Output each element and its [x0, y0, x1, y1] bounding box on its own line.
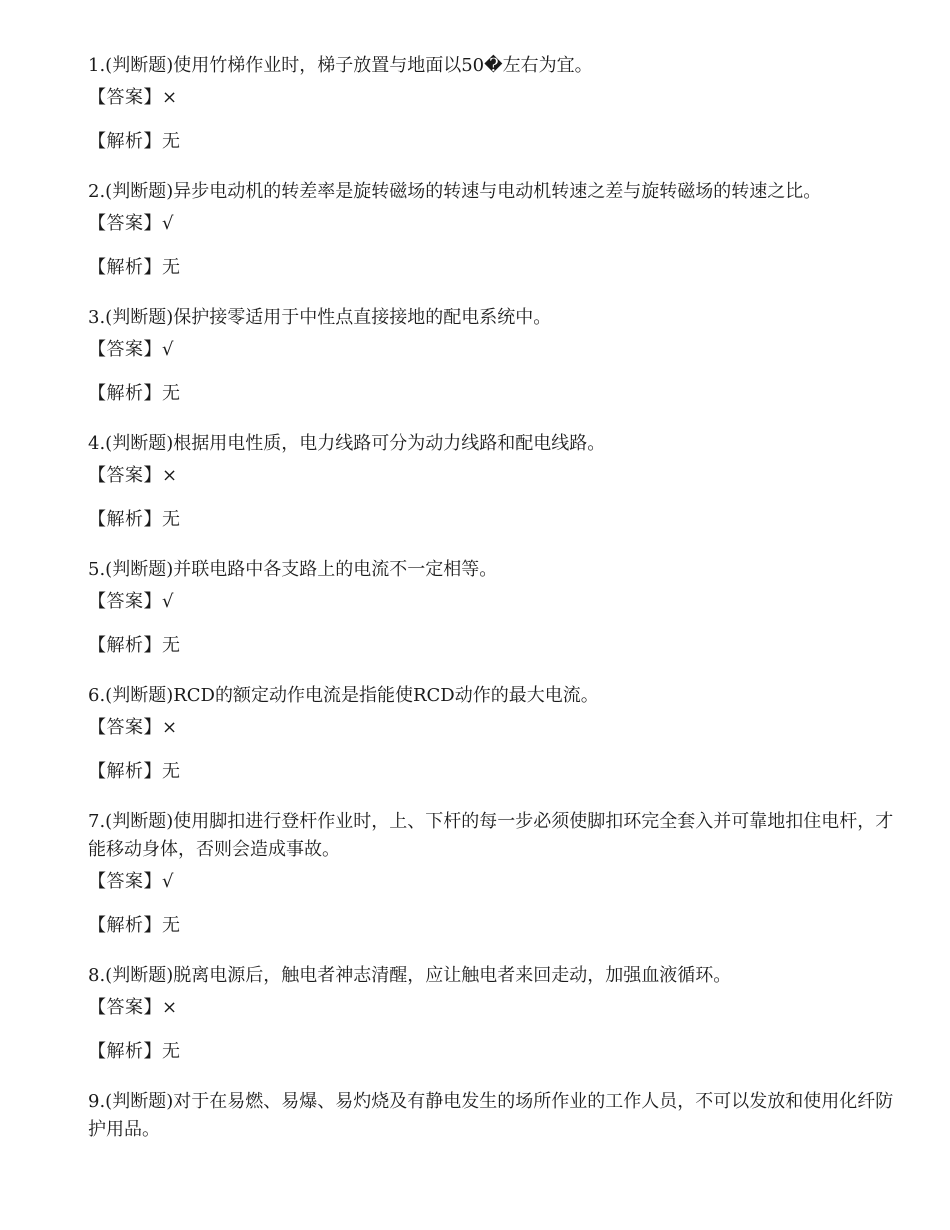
- answer-label: 【答案】√: [88, 871, 174, 892]
- question-text: 2.(判断题)异步电动机的转差率是旋转磁场的转速与电动机转速之差与旋转磁场的转速之比。: [88, 181, 822, 202]
- question-4: [88, 430, 908, 534]
- question-1: [88, 52, 908, 156]
- question-text: 9.(判断题)对于在易燃、易爆、易灼烧及有静电发生的场所作业的工作人员，不可以发放和使用化纤防护用品。: [88, 1091, 894, 1140]
- question-text: 4.(判断题)根据用电性质，电力线路可分为动力线路和配电线路。: [88, 433, 606, 454]
- question-9: [88, 1088, 908, 1144]
- question-6: [88, 682, 908, 786]
- question-text: 7.(判断题)使用脚扣进行登杆作业时，上、下杆的每一步必须使脚扣环完全套入并可靠地扣住电杆，才能移动身体，否则会造成事故。: [88, 811, 894, 860]
- answer-label: 【答案】×: [88, 717, 178, 738]
- answer-label: 【答案】×: [88, 87, 178, 108]
- question-8: [88, 962, 908, 1066]
- question-2: [88, 178, 908, 282]
- answer-label: 【答案】√: [88, 213, 174, 234]
- analysis-label: 【解析】无: [88, 1041, 181, 1062]
- question-3: [88, 304, 908, 408]
- answer-label: 【答案】×: [88, 465, 178, 486]
- analysis-label: 【解析】无: [88, 761, 181, 782]
- question-text: 6.(判断题)RCD的额定动作电流是指能使RCD动作的最大电流。: [88, 685, 599, 706]
- answer-label: 【答案】√: [88, 339, 174, 360]
- analysis-label: 【解析】无: [88, 915, 181, 936]
- analysis-label: 【解析】无: [88, 509, 181, 530]
- analysis-label: 【解析】无: [88, 635, 181, 656]
- analysis-label: 【解析】无: [88, 131, 181, 152]
- question-7: [88, 808, 908, 940]
- question-text: 1.(判断题)使用竹梯作业时，梯子放置与地面以50�左右为宜。: [88, 55, 593, 76]
- question-text: 5.(判断题)并联电路中各支路上的电流不一定相等。: [88, 559, 498, 580]
- question-5: [88, 556, 908, 660]
- document-page: [88, 52, 908, 1144]
- question-text: 8.(判断题)脱离电源后，触电者神志清醒，应让触电者来回走动，加强血液循环。: [88, 965, 732, 986]
- answer-label: 【答案】√: [88, 591, 174, 612]
- question-text: 3.(判断题)保护接零适用于中性点直接接地的配电系统中。: [88, 307, 552, 328]
- answer-label: 【答案】×: [88, 997, 178, 1018]
- analysis-label: 【解析】无: [88, 257, 181, 278]
- analysis-label: 【解析】无: [88, 383, 181, 404]
